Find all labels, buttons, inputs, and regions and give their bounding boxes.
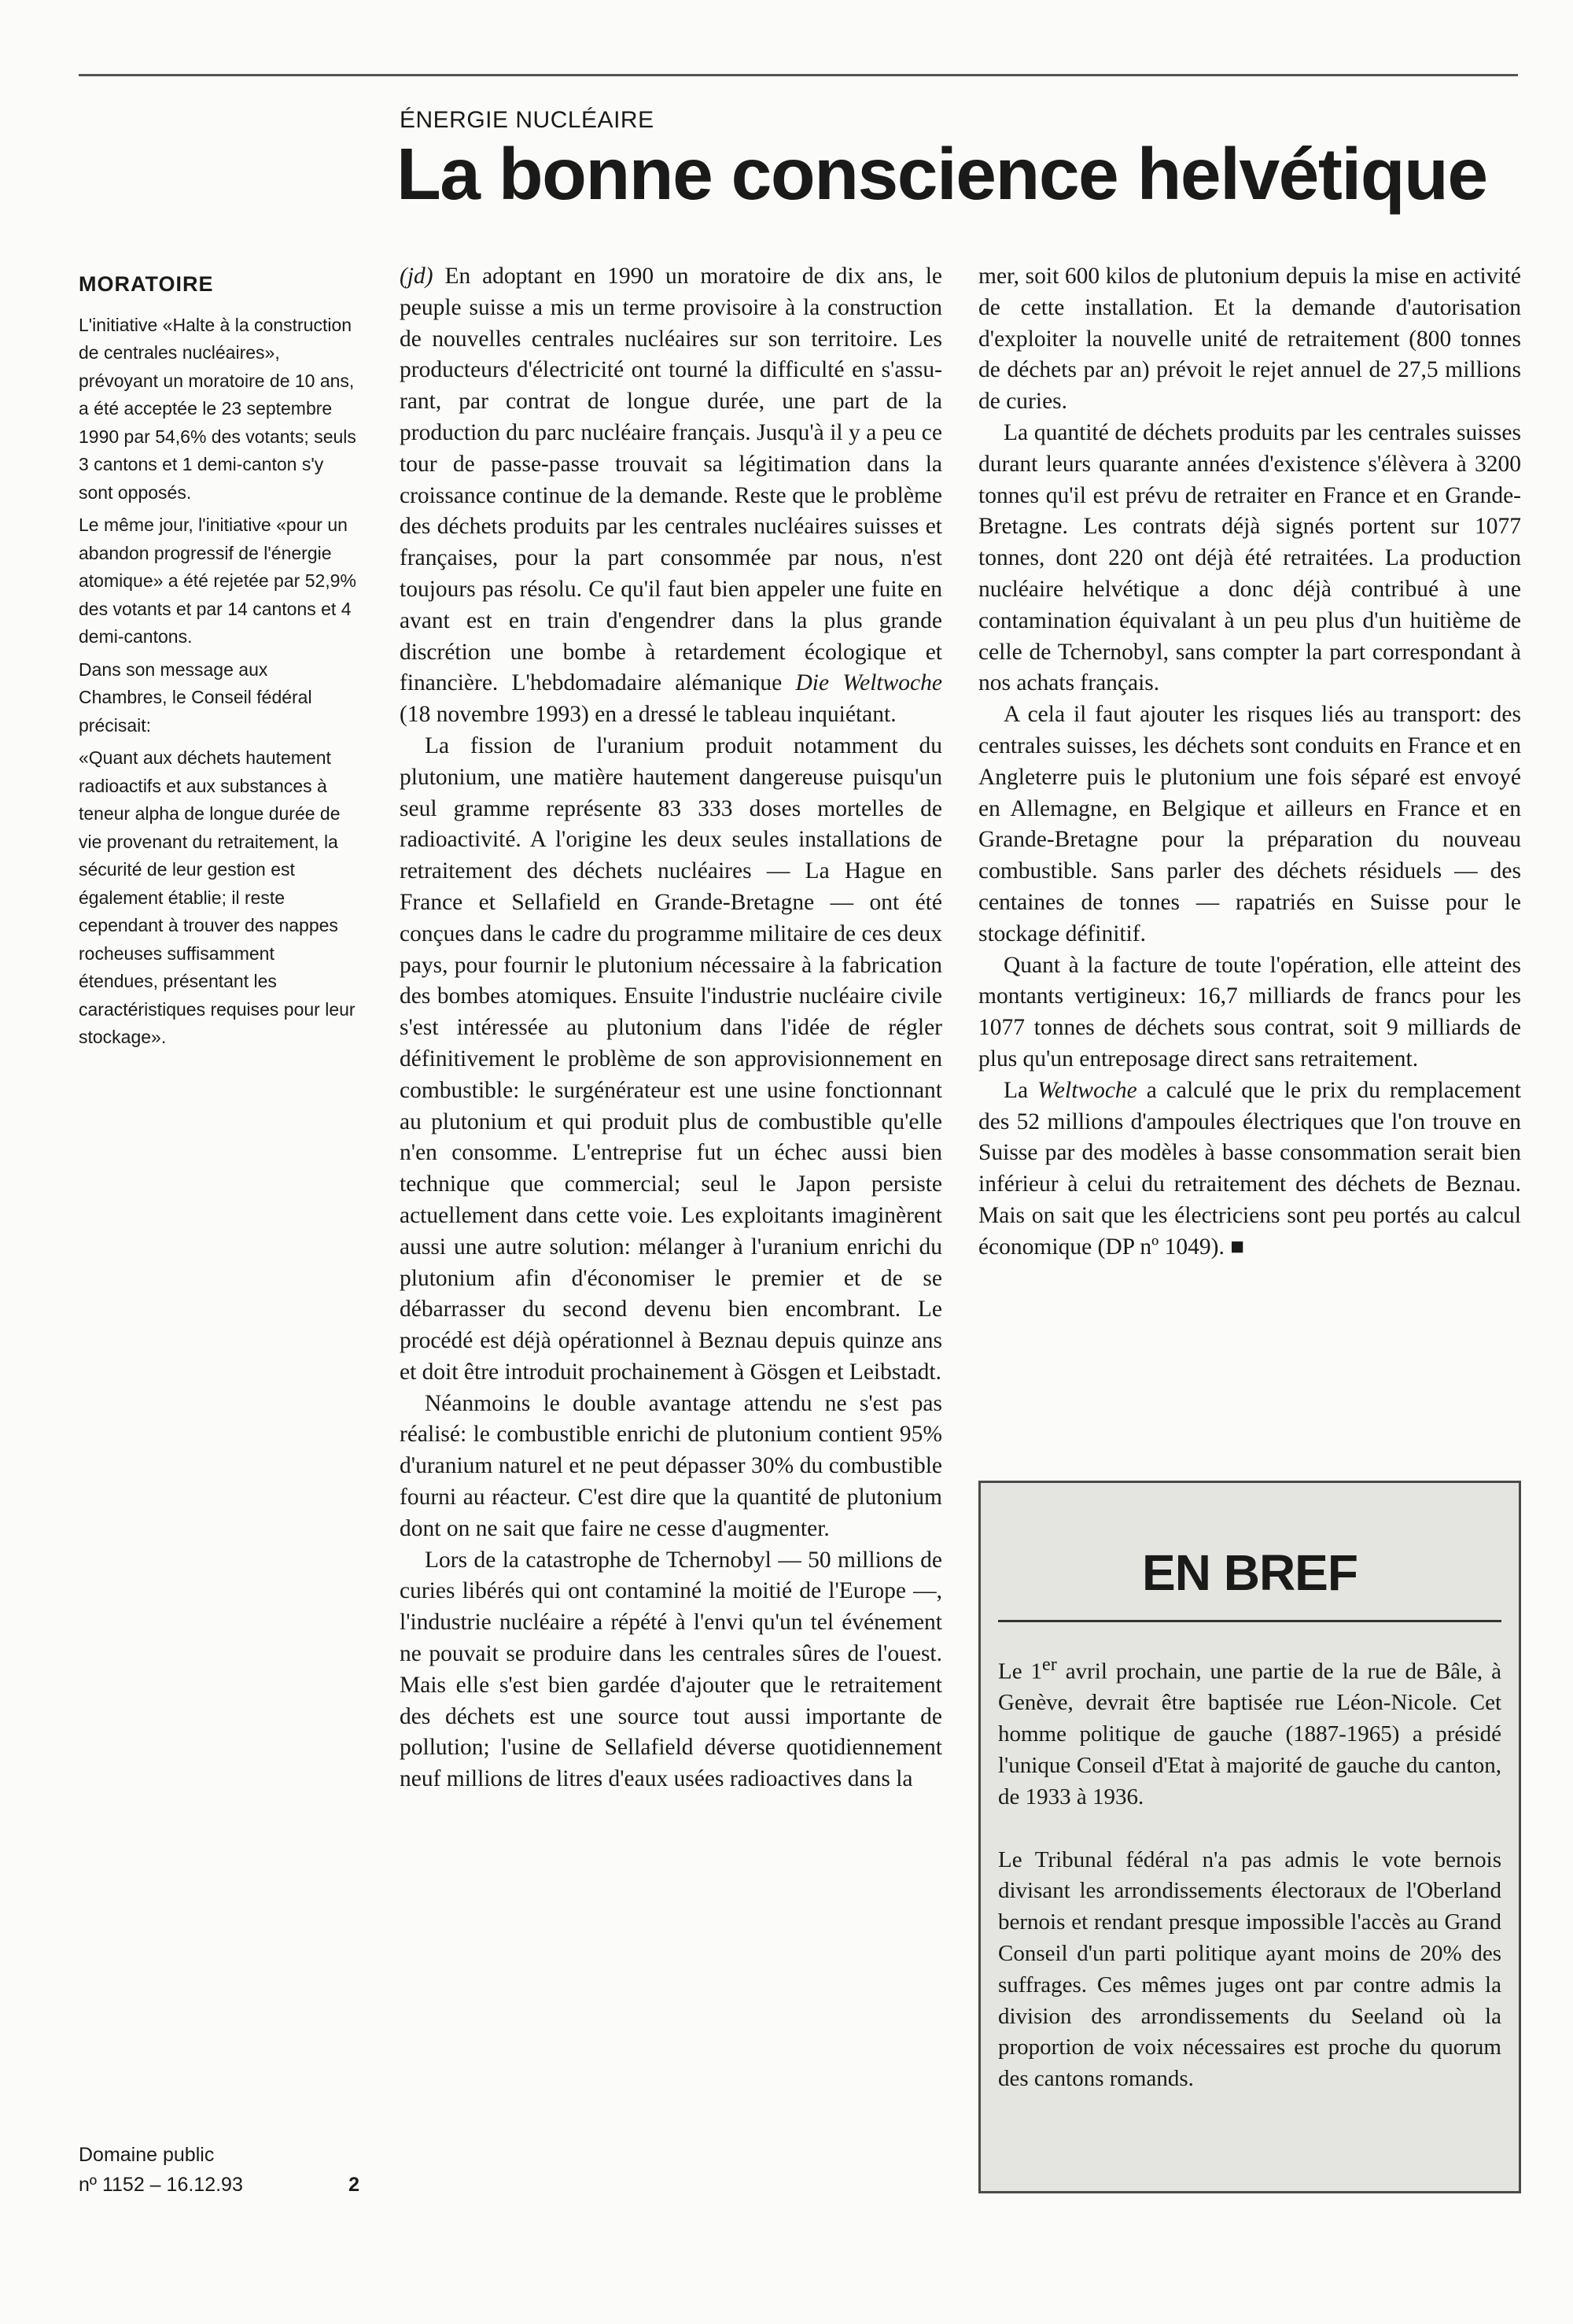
article-paragraph: Néanmoins le double avantage attendu ne s'est pas réalisé: le combustible enrichi de plutonium contient 95% d'uranium naturel et ne peut dépasser 30% du combustible fourni au réacteur. C'est dire que la quantité de plutonium dont on ne sait que faire ne cesse d'augmenter. — [400, 1390, 942, 1541]
section-rubric: ÉNERGIE NUCLÉAIRE — [400, 107, 654, 133]
article-column-2 — [978, 261, 1521, 1263]
byline: (jd) — [400, 264, 433, 289]
en-bref-item: Le Tribunal fédéral n'a pas admis le vote bernois divisant les arrondissements électoraux de l'Oberland bernois et rendant presque impossible l'accès au Grand Conseil d'un parti politique ayant moins de 20% des suffrages. Ces mêmes juges ont par contre admis la division des arrondissements du Seeland où la proportion de voix nécessaires est proche du quorum des cantons romands. — [998, 1846, 1501, 2092]
article-paragraph: Lors de la catastrophe de Tchernobyl — 50 millions de curies libérés qui ont contaminé la moitié de l'Europe —, l'industrie nucléaire a répété à l'envi qu'un tel événement ne pouvait se produire dans les centrales sûres de l'ouest. Mais elle s'est bien gardée d'ajouter que le retraitement des déchets est une source tout aussi importante de pollution; l'usine de Sellafield déverse quotidiennement neuf millions de litres d'eaux usées radioactives dans la — [400, 1547, 942, 1792]
end-mark-icon: ■ — [1230, 1234, 1245, 1260]
en-bref-title: EN BREF — [1142, 1544, 1357, 1601]
article-paragraph: La fission de l'uranium produit notamment du plutonium, une matière hautement dangereuse puisqu'un seul gramme représente 83 333 doses mortelles de radioactivité. A l'origine les deux seules installations de retraitement des déchets nucléaires — La Hague en France et Sellafield en Grande-Bretagne — ont été conçues dans le cadre du programme militaire de ces deux pays, pour fournir le plutonium nécessaire à la fabrication des bombes atomiques. Ensuite l'industrie nucléaire civile s'est intéressée au plutonium dans l'idée de régler définitivement le problème de son approvisionnement en combustible: le surgénérateur est une usine fonctionnant au plutonium et qui produit plus de combustible qu'elle n'en consomme. L'entreprise fut un échec aussi bien technique que commercial; seul le Japon persiste actuellement dans cette voie. Les exploitants imaginèrent aussi une autre solution: mélanger à l'uranium enrichi du plutonium afin d'économiser le premier et de se débarrasser du second devenu bien encombrant. Le procédé est déjà opérationnel à Beznau depuis quinze ans et doit être introduit prochainement à Gösgen et Leibstadt. — [400, 732, 942, 1385]
en-bref-divider — [998, 1620, 1501, 1622]
top-rule — [79, 74, 1518, 76]
sidebar-paragraph: Le même jour, l'initiative «pour un abandon progressif de l'énergie atomique» a été rejetée par 52,9% des votants et par 14 cantons et 4 demi-cantons. — [79, 515, 356, 647]
article-column-1 — [400, 261, 942, 1795]
page-number: 2 — [348, 2174, 359, 2196]
article-paragraph: (jd) En adoptant en 1990 un moratoire de dix ans, le peuple suisse a mis un terme provisoire à la construction de nouvelles centrales nucléaires sur son territoire. Les producteurs d'électricité ont tourné la difficulté en s'assurant, par contrat de longue durée, une part de la production du parc nucléaire français. Jusqu'à il y a peu ce tour de passe-passe trouvait sa légitimation dans la croissance continue de la demande. Reste que le problème des déchets produits par les centrales nucléaires suisses et françaises, pour la part consommée par nous, n'est toujours pas résolu. Ce qu'il faut bien appeler une fuite en avant est en train d'engendrer dans la plus grande discrétion une bombe à retardement écologique et financière. L'hebdomadaire alémanique Die Weltwoche (18 novembre 1993) en a dressé le tableau inquiétant. — [400, 264, 942, 728]
issue-info: nº 1152 – 16.12.93 — [79, 2174, 243, 2196]
publication-title: Domaine public — [79, 2144, 215, 2166]
publication-name: Weltwoche — [1037, 1077, 1137, 1103]
publication-name: Die Weltwoche — [795, 670, 942, 696]
article-paragraph: La Weltwoche a calculé que le prix du remplacement des 52 millions d'ampoules électriques que l'on trouve en Suisse par des modèles à basse consommation serait bien inférieur à celui du retraitement des déchets de Beznau. Mais on sait que les électriciens sont peu portés au calcul économique (DP nº 1049). ■ — [978, 1077, 1521, 1260]
article-paragraph: Quant à la facture de toute l'opération, elle atteint des montants vertigineux: 16,7 milliards de francs pour les 1077 tonnes de déchets sous contrat, soit 9 milliards de plus qu'un entreposage direct sans retraitement. — [978, 952, 1521, 1072]
page-footer — [79, 2140, 366, 2200]
article-paragraph: La quantité de déchets produits par les centrales suisses durant leurs quarante années d'existence s'élèvera à 3200 tonnes qu'il est prévu de retraiter en France et en Grande-Bretagne. Les contrats déjà signés portent sur 1077 tonnes, dont 220 ont déjà été retraitées. La production nucléaire helvétique a donc déjà contribué à une contamination équivalant à un peu plus d'un huitième de celle de Tchernobyl, sans compter la part correspondant à nos achats français. — [978, 419, 1521, 696]
sidebar-paragraph: L'initiative «Halte à la construction de centrales nucléaires», prévoyant un moratoire de 10 ans, a été acceptée le 23 septembre 1990 par 54,6% des votants; seuls 3 cantons et 1 demi-canton s'y sont opposés. — [79, 314, 356, 503]
en-bref-box — [978, 1481, 1521, 2193]
sidebar-moratoire — [79, 271, 359, 1057]
sidebar-title: MORATOIRE — [79, 272, 214, 296]
sidebar-paragraph: Dans son message aux Chambres, le Conseil fédéral précisait: — [79, 658, 312, 736]
en-bref-item: Le 1er avril prochain, une partie de la rue de Bâle, à Genève, devrait être baptisée rue Léon-Nicole. Cet homme politique de gauche (1887-1965) a présidé l'unique Conseil d'Etat à majorité de gauche du canton, de 1933 à 1936. — [998, 1654, 1502, 1809]
article-headline: La bonne conscience helvétique — [396, 133, 1487, 215]
article-paragraph: mer, soit 600 kilos de plutonium depuis la mise en activité de cette installation. Et la demande d'autorisation d'exploiter la nouvelle unité de retraitement (800 tonnes de déchets par an) prévoit le rejet annuel de 27,5 millions de curies. — [978, 264, 1521, 415]
sidebar-paragraph: «Quant aux déchets hautement radioactifs et aux substances à teneur alpha de longue durée de vie provenant du retraitement, la sécurité de leur gestion est également établie; il reste cependant à trouver des nappes rocheuses suffisamment étendues, présentant les caractéristiques requises pour leur stockage». — [79, 747, 355, 1047]
article-paragraph: A cela il faut ajouter les risques liés au transport: des centrales suisses, les déchets sont conduits en France et en Angleterre puis le plutonium une fois séparé est envoyé en Allemagne, en Belgique et ailleurs en France et en Grande-Bretagne pour la préparation du nouveau combustible. Sans parler des déchets résiduels — des centaines de tonnes — rapatriés en Suisse pour le stockage définitif. — [978, 702, 1521, 946]
